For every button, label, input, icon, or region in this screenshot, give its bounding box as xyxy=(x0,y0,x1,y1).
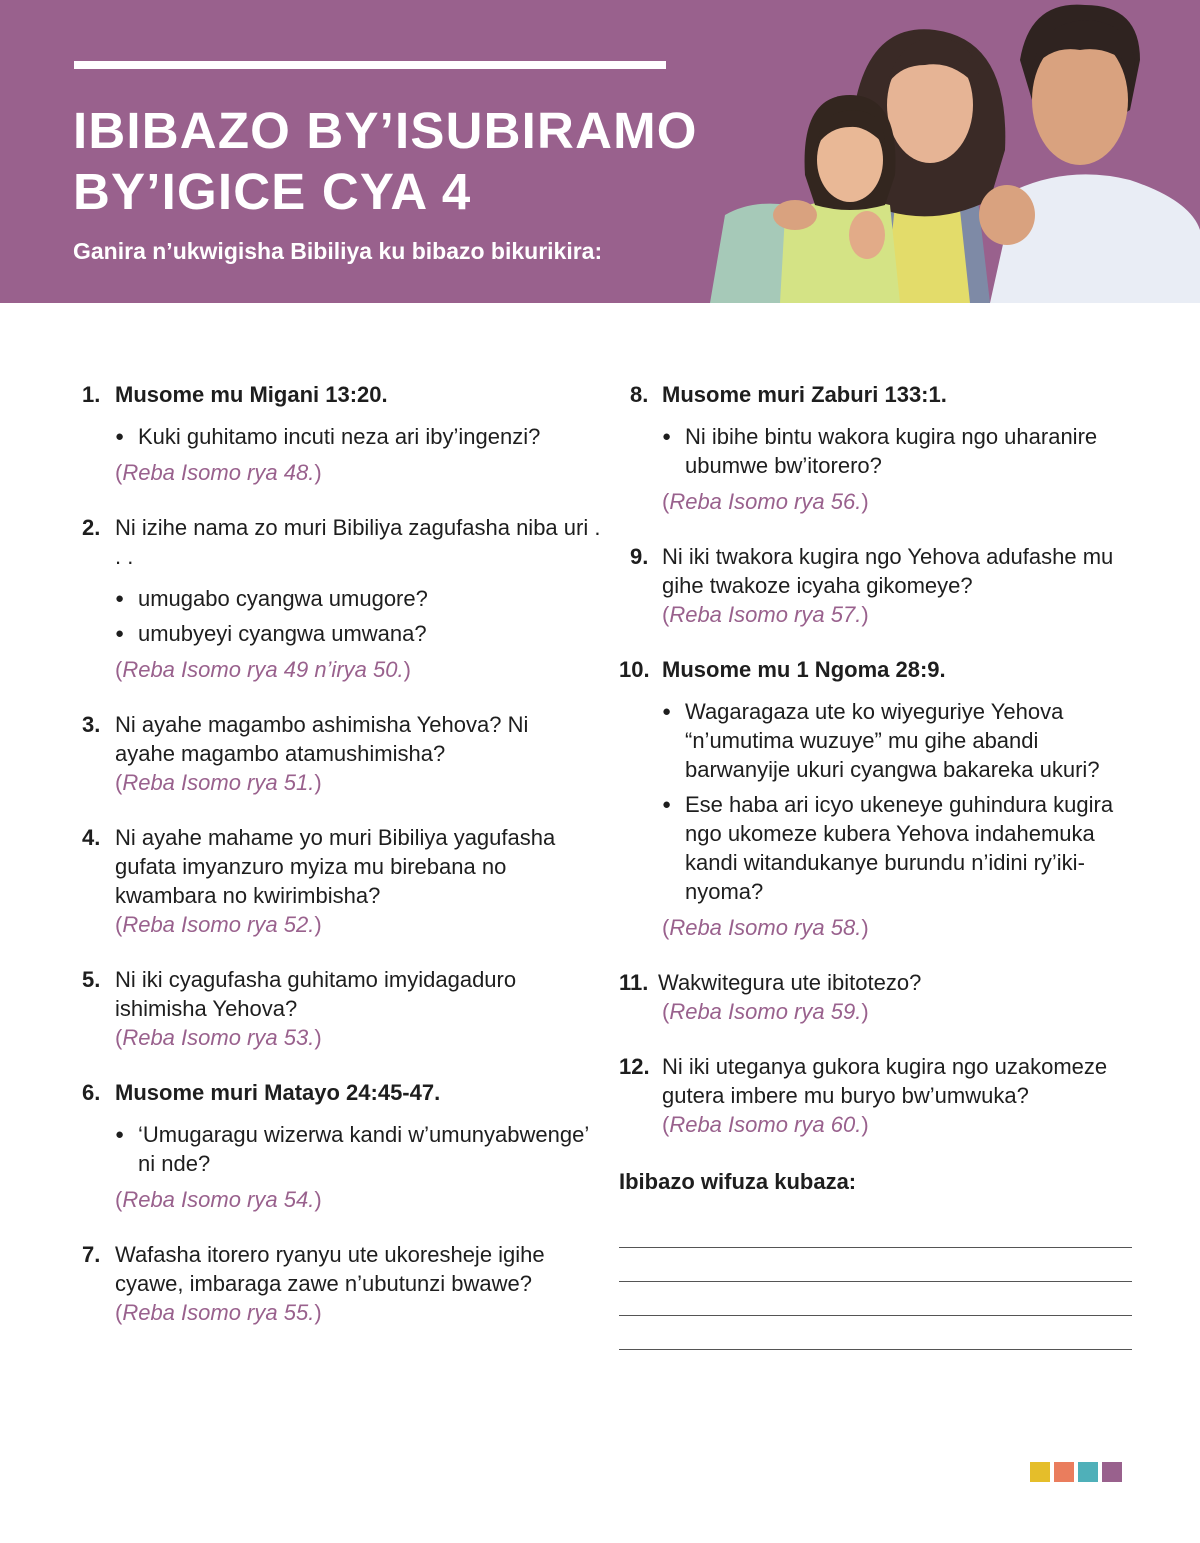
questions-to-ask-section xyxy=(619,1167,1149,1350)
bullet-list xyxy=(619,697,1149,906)
bullet-item: ● Ni ibihe bintu wakora kugira ngo uharanire ubumwe bw’itorero? xyxy=(662,422,1149,480)
lesson-reference: (Reba Isomo rya 58.) xyxy=(662,915,869,940)
question-text: Musome muri Zaburi 133:1. xyxy=(662,382,947,407)
question-10 xyxy=(619,655,1149,942)
lesson-reference-text: Reba Isomo rya 49 n’irya 50. xyxy=(122,657,404,682)
lesson-reference: (Reba Isomo rya 53.) xyxy=(115,1025,322,1050)
question-text: Wafasha itorero ryanyu ute ukoresheje igihe cyawe, imbaraga zawe n’ubutunzi bwawe? xyxy=(115,1242,545,1296)
lesson-reference-text: Reba Isomo rya 55. xyxy=(122,1300,315,1325)
right-column xyxy=(619,380,1149,1350)
lesson-reference-text: Reba Isomo rya 53. xyxy=(122,1025,315,1050)
question-text: Ni iki cyagufasha guhitamo imyidagaduro ishimisha Yehova? xyxy=(115,967,517,1021)
header-rule xyxy=(74,61,666,69)
question-number: 9. xyxy=(630,544,649,569)
question-number: 1. xyxy=(82,382,101,407)
bullet-list xyxy=(619,422,1149,480)
bullet-list xyxy=(82,422,602,451)
question-4 xyxy=(82,823,602,939)
writing-line xyxy=(619,1282,1132,1316)
color-swatch xyxy=(1054,1462,1074,1482)
question-9 xyxy=(619,542,1149,629)
question-number: 8. xyxy=(630,382,649,407)
family-praying-illustration xyxy=(690,0,1200,303)
questions-to-ask-heading: Ibibazo wifuza kubaza: xyxy=(619,1169,857,1194)
question-text: Ni ayahe mahame yo muri Bibiliya yagufasha gufata imyanzuro myiza mu birebana no kwambara no kwirimbisha? xyxy=(115,825,556,908)
color-swatches xyxy=(1030,1462,1122,1482)
lesson-reference: (Reba Isomo rya 59.) xyxy=(662,999,869,1024)
question-text: Wakwitegura ute ibitotezo? xyxy=(658,970,922,995)
bullet-item: ● Kuki guhitamo incuti neza ari iby’ingenzi? xyxy=(115,422,602,451)
lesson-reference: (Reba Isomo rya 57.) xyxy=(662,602,869,627)
lesson-reference: (Reba Isomo rya 51.) xyxy=(115,770,322,795)
lesson-reference-text: Reba Isomo rya 60. xyxy=(669,1112,862,1137)
bullet-item: ● Ese haba ari icyo ukeneye guhindura kugira ngo ukomeze kubera Yehova indahemuka kandi witandukanye burundu n’idini ry’ikinyoma? xyxy=(662,790,1149,906)
question-6 xyxy=(82,1078,602,1214)
lesson-reference: (Reba Isomo rya 48.) xyxy=(115,460,322,485)
question-text: Ni iki twakora kugira ngo Yehova adufashe mu gihe twakoze icyaha gikomeye? xyxy=(662,544,1114,598)
bullet-item: ● ‘Umugaragu wizerwa kandi w’umunyabwenge’ ni nde? xyxy=(115,1120,602,1178)
question-12 xyxy=(619,1052,1149,1139)
lesson-reference: (Reba Isomo rya 55.) xyxy=(115,1300,322,1325)
question-3 xyxy=(82,710,602,797)
question-number: 5. xyxy=(82,967,101,992)
question-text: Musome muri Matayo 24:45-47. xyxy=(115,1080,441,1105)
question-2 xyxy=(82,513,602,684)
lesson-reference-text: Reba Isomo rya 52. xyxy=(122,912,315,937)
question-1 xyxy=(82,380,602,487)
question-5 xyxy=(82,965,602,1052)
title-line-2: BY’IGICE CYA 4 xyxy=(73,163,472,220)
lesson-reference-text: Reba Isomo rya 54. xyxy=(122,1187,315,1212)
writing-line xyxy=(619,1248,1132,1282)
question-number: 12. xyxy=(619,1054,650,1079)
lesson-reference: (Reba Isomo rya 54.) xyxy=(115,1187,322,1212)
question-number: 7. xyxy=(82,1242,101,1267)
left-column xyxy=(82,380,602,1327)
question-number: 6. xyxy=(82,1080,101,1105)
lesson-reference-text: Reba Isomo rya 56. xyxy=(669,489,862,514)
lesson-reference: (Reba Isomo rya 49 n’irya 50.) xyxy=(115,657,411,682)
question-text: Ni ayahe magambo ashimisha Yehova? Ni ayahe magambo atamushimisha? xyxy=(115,712,529,766)
question-number: 11. xyxy=(619,970,649,995)
bullet-list xyxy=(82,1120,602,1178)
writing-line xyxy=(619,1214,1132,1248)
writing-line xyxy=(619,1316,1132,1350)
lesson-reference-text: Reba Isomo rya 51. xyxy=(122,770,315,795)
question-text: Musome mu Migani 13:20. xyxy=(115,382,388,407)
lesson-reference-text: Reba Isomo rya 59. xyxy=(669,999,862,1024)
question-11 xyxy=(619,968,1149,1026)
page-title xyxy=(73,100,698,222)
color-swatch xyxy=(1030,1462,1050,1482)
lesson-reference-text: Reba Isomo rya 57. xyxy=(669,602,862,627)
lesson-reference: (Reba Isomo rya 52.) xyxy=(115,912,322,937)
question-number: 2. xyxy=(82,515,101,540)
lesson-reference-text: Reba Isomo rya 58. xyxy=(669,915,862,940)
page-subtitle: Ganira n’ukwigisha Bibiliya ku bibazo bikurikira: xyxy=(73,238,603,264)
lesson-reference: (Reba Isomo rya 56.) xyxy=(662,489,869,514)
question-text: Ni iki uteganya gukora kugira ngo uzakomeze gutera imbere mu buryo bw’umwuka? xyxy=(662,1054,1108,1108)
title-line-1: IBIBAZO BY’ISUBIRAMO xyxy=(73,102,698,159)
bullet-item: ● Wagaragaza ute ko wiyeguriye Yehova “n’umutima wuzuye” mu gihe abandi barwanyije ukuri cyangwa bakareka ukuri? xyxy=(662,697,1149,784)
lesson-reference-text: Reba Isomo rya 48. xyxy=(122,460,315,485)
question-number: 10. xyxy=(619,657,650,682)
bullet-list xyxy=(82,584,602,648)
bullet-item: ● umubyeyi cyangwa umwana? xyxy=(115,619,602,648)
question-text: Musome mu 1 Ngoma 28:9. xyxy=(662,657,946,682)
lesson-reference: (Reba Isomo rya 60.) xyxy=(662,1112,869,1137)
color-swatch xyxy=(1102,1462,1122,1482)
question-text: Ni izihe nama zo muri Bibiliya zagufasha niba uri . . . xyxy=(115,515,601,569)
question-8 xyxy=(619,380,1149,516)
writing-lines xyxy=(619,1214,1149,1350)
color-swatch xyxy=(1078,1462,1098,1482)
question-number: 3. xyxy=(82,712,101,737)
question-7 xyxy=(82,1240,602,1327)
header-banner xyxy=(0,0,1200,303)
bullet-item: ● umugabo cyangwa umugore? xyxy=(115,584,602,613)
question-number: 4. xyxy=(82,825,101,850)
